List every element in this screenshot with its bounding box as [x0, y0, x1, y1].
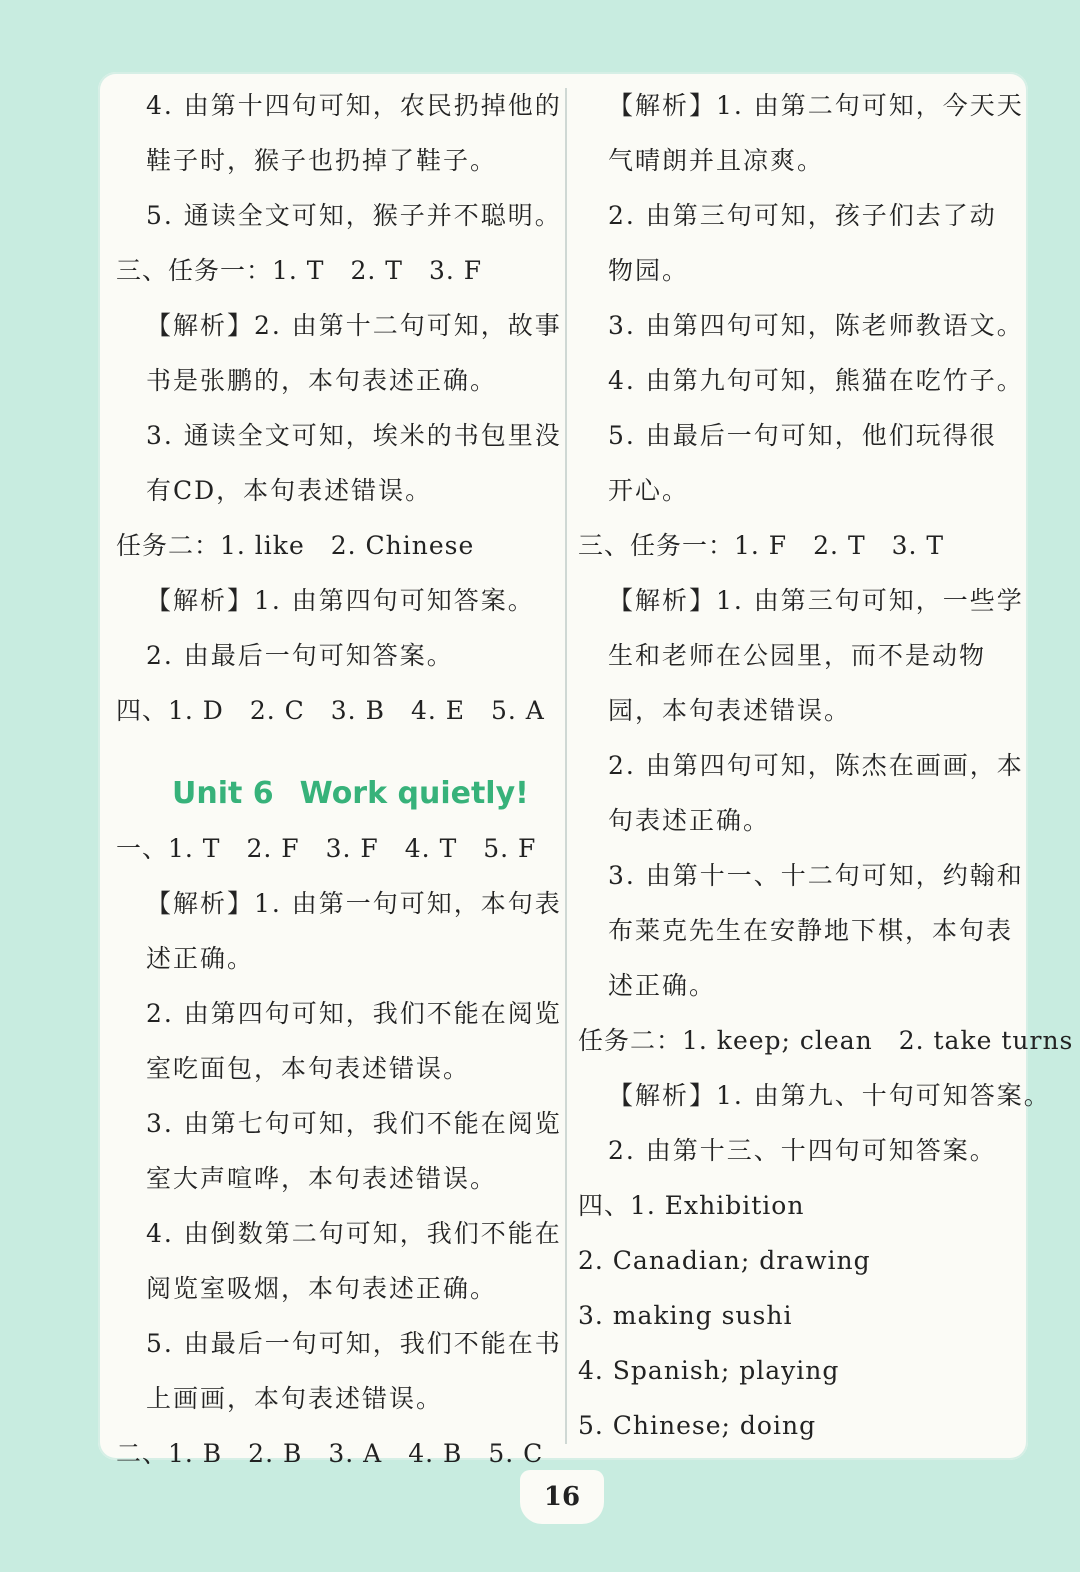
answer-line: 一、1. T 2. F 3. F 4. T 5. F [116, 834, 537, 863]
answer-line: 3. making sushi [578, 1301, 793, 1330]
answer-line: 园，本句表述错误。 [608, 696, 852, 725]
answer-line: 有CD，本句表述错误。 [146, 476, 433, 505]
answer-line: 室大声喧哗，本句表述错误。 [146, 1164, 498, 1193]
answer-line: 上画画，本句表述错误。 [146, 1384, 444, 1413]
answer-line: 4. 由倒数第二句可知，我们不能在 [146, 1219, 562, 1248]
unit-number: Unit 6 [172, 776, 274, 811]
answer-line: 阅览室吸烟，本句表述正确。 [146, 1274, 498, 1303]
answer-line: 3. 由第四句可知，陈老师教语文。 [608, 311, 1024, 340]
answer-line: 5. 通读全文可知，猴子并不聪明。 [146, 201, 562, 230]
answer-line: 四、1. D 2. C 3. B 4. E 5. A [116, 696, 545, 725]
answer-line: 2. 由第四句可知，陈杰在画画，本 [608, 751, 1024, 780]
answer-line: 5. 由最后一句可知，他们玩得很 [608, 421, 997, 450]
answer-line: 【解析】1. 由第一句可知，本句表 [146, 889, 562, 918]
answer-line: 4. Spanish; playing [578, 1356, 840, 1385]
answer-line: 5. 由最后一句可知，我们不能在书 [146, 1329, 562, 1358]
answer-line: 【解析】1. 由第三句可知，一些学 [608, 586, 1024, 615]
answer-line: 【解析】2. 由第十二句可知，故事 [146, 311, 562, 340]
answer-line: 四、1. Exhibition [578, 1191, 805, 1220]
answer-line: 2. 由第四句可知，我们不能在阅览 [146, 999, 562, 1028]
answer-line: 述正确。 [608, 971, 717, 1000]
right-column [578, 78, 1074, 1453]
unit-heading [116, 766, 556, 821]
answer-line: 气晴朗并且凉爽。 [608, 146, 825, 175]
answer-line: 4. 由第九句可知，熊猫在吃竹子。 [608, 366, 1024, 395]
answer-line: 室吃面包，本句表述错误。 [146, 1054, 471, 1083]
answer-line: 三、任务一：1. F 2. T 3. T [578, 531, 945, 560]
answer-line: 3. 通读全文可知，埃米的书包里没 [146, 421, 562, 450]
answer-line: 【解析】1. 由第九、十句可知答案。 [608, 1081, 1051, 1110]
left-answers-bottom [116, 821, 562, 1481]
answer-line: 书是张鹏的，本句表述正确。 [146, 366, 498, 395]
page-number: 16 [520, 1470, 604, 1524]
answer-line: 布莱克先生在安静地下棋，本句表 [608, 916, 1014, 945]
answer-line: 物园。 [608, 256, 690, 285]
answer-line: 4. 由第十四句可知，农民扔掉他的 [146, 91, 562, 120]
answer-line: 3. 由第七句可知，我们不能在阅览 [146, 1109, 562, 1138]
answer-line: 开心。 [608, 476, 690, 505]
answer-line: 任务二：1. keep; clean 2. take turns [578, 1026, 1074, 1055]
left-answers-top [116, 78, 562, 738]
answer-line: 5. Chinese; doing [578, 1411, 817, 1440]
answer-line: 2. 由第十三、十四句可知答案。 [608, 1136, 997, 1165]
answer-line: 3. 由第十一、十二句可知，约翰和 [608, 861, 1024, 890]
left-column [116, 78, 562, 1481]
answer-line: 【解析】1. 由第四句可知答案。 [146, 586, 535, 615]
answer-line: 句表述正确。 [608, 806, 771, 835]
answer-line: 生和老师在公园里，而不是动物 [608, 641, 987, 670]
answer-line: 二、1. B 2. B 3. A 4. B 5. C [116, 1439, 544, 1468]
column-divider [565, 88, 567, 1444]
answer-line: 2. Canadian; drawing [578, 1246, 871, 1275]
unit-title: Work quietly! [299, 776, 529, 811]
right-answers [578, 78, 1074, 1453]
answer-line: 2. 由第三句可知，孩子们去了动 [608, 201, 997, 230]
answer-line: 三、任务一：1. T 2. T 3. F [116, 256, 483, 285]
answer-line: 【解析】1. 由第二句可知，今天天 [608, 91, 1024, 120]
answer-line: 任务二：1. like 2. Chinese [116, 531, 475, 560]
answer-line: 2. 由最后一句可知答案。 [146, 641, 454, 670]
answer-line: 述正确。 [146, 944, 255, 973]
answer-line: 鞋子时，猴子也扔掉了鞋子。 [146, 146, 498, 175]
